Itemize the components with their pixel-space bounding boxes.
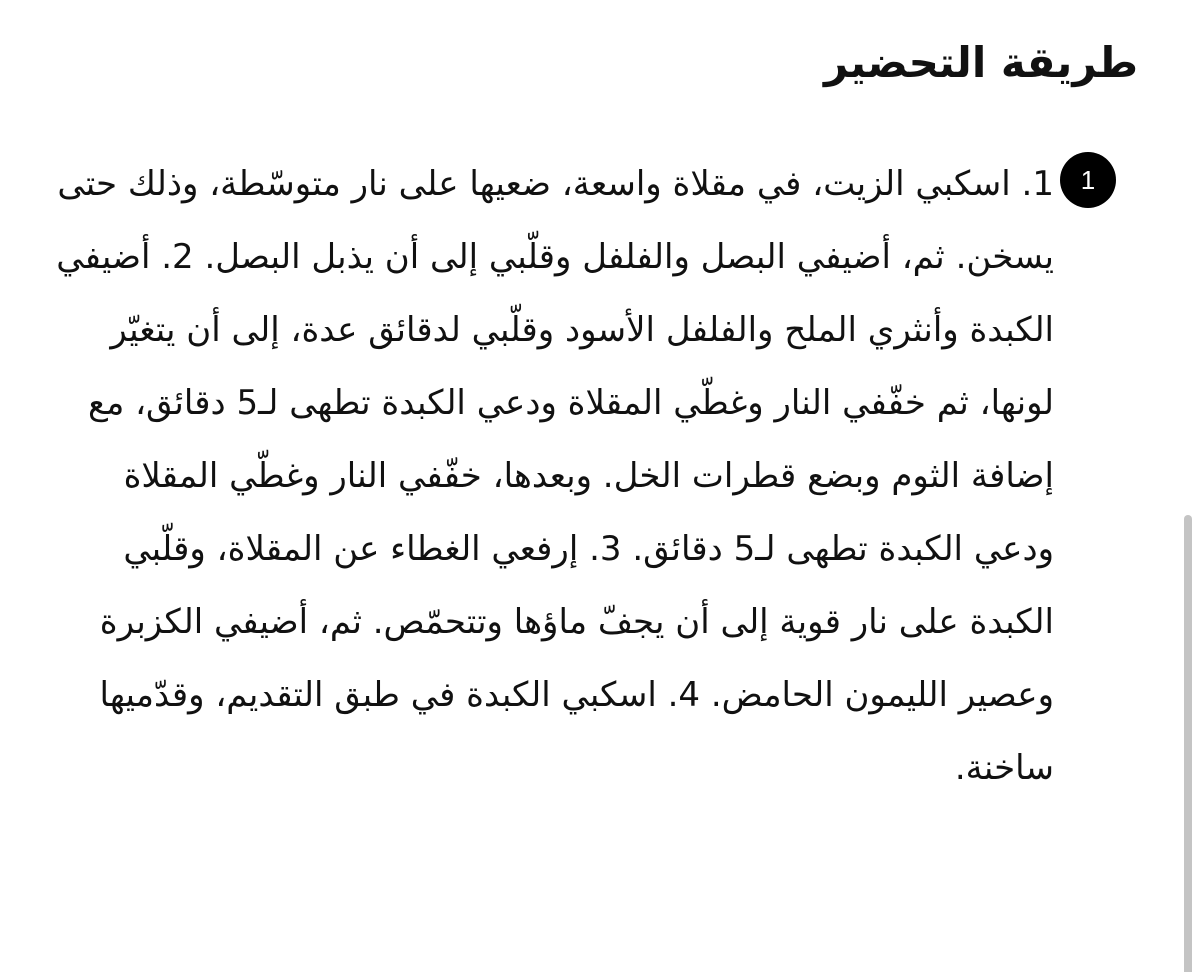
step-text: 1. اسكبي الزيت، في مقلاة واسعة، ضعيها على نار متوسّطة، وذلك حتى يسخن. ثم، أضيفي البصل والفلفل وقلّبي إلى أن يذبل البصل. 2. أضيفي الكبدة وأنثري الملح والفلفل الأسود وقلّبي لدقائق عدة، إلى أن يتغيّر لونها، ثم خفّفي النار وغطّي المقلاة ودعي الكبدة تطهى لـ5 دقائق، مع إضافة الثوم وبضع قطرات الخل. وبعدها، خفّفي النار وغطّي المقلاة ودعي الكبدة تطهى لـ5 دقائق. 3. إرفعي الغطاء عن المقلاة، وقلّبي الكبدة على نار قوية إلى أن يجفّ ماؤها وتتحمّص. ثم، أضيفي الكزبرة وعصير الليمون الحامض. 4. اسكبي الكبدة في طبق التقديم، وقدّميها ساخنة.	[56, 164, 1054, 788]
preparation-step	[0, 148, 1200, 972]
section-title: طريقة التحضير	[823, 38, 1138, 87]
step-number-badge: 1	[1060, 152, 1116, 208]
scrollbar[interactable]	[1184, 515, 1192, 972]
